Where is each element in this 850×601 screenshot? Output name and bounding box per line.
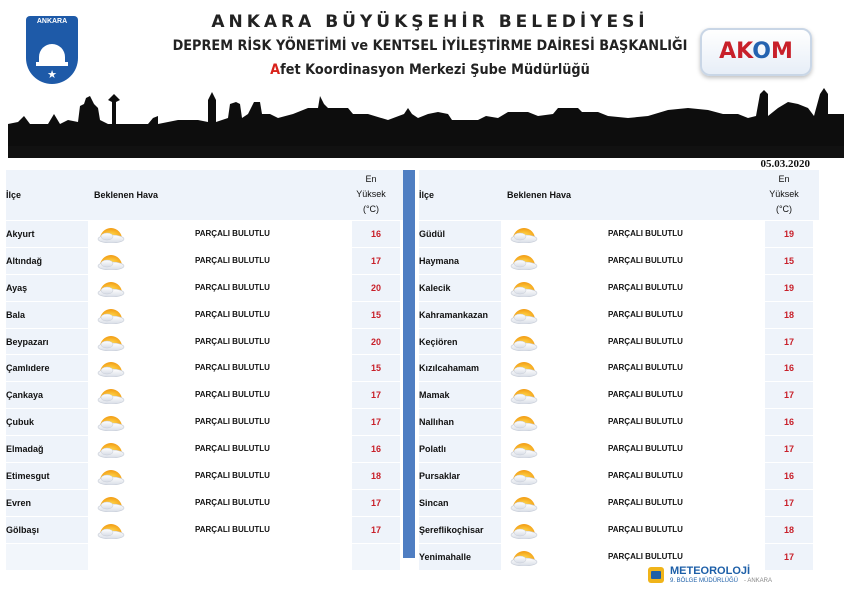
weather-cell [90, 409, 350, 435]
meteoroloji-logo [648, 565, 798, 595]
empty-cell [6, 544, 88, 570]
column-header-weather: Beklenen Hava [94, 190, 159, 200]
column-header-weather: Beklenen Hava [507, 190, 572, 200]
table-row [419, 382, 819, 409]
district-name: Bala [6, 302, 88, 328]
department-title: DEPREM RİSK YÖNETİMİ ve KENTSEL İYİLEŞTİRME DAİRESİ BAŞKANLIĞI [172, 38, 688, 54]
table-row [6, 302, 406, 329]
weather-cell [90, 490, 350, 516]
partly-cloudy-icon [96, 252, 126, 272]
max-temp: 17 [352, 490, 400, 516]
weather-description: PARÇALI BULUTLU [195, 336, 270, 346]
partly-cloudy-icon [96, 279, 126, 299]
report-date: 05.03.2020 [760, 158, 810, 170]
mosque-dome-shape [39, 44, 65, 62]
partly-cloudy-icon [509, 494, 539, 514]
weather-cell [503, 463, 763, 489]
partly-cloudy-icon [96, 467, 126, 487]
meteo-city: - ANKARA [744, 578, 773, 584]
weather-cell [503, 248, 763, 274]
partly-cloudy-icon [96, 440, 126, 460]
max-temp: 16 [765, 409, 813, 435]
max-temp: 17 [765, 382, 813, 408]
partly-cloudy-icon [96, 386, 126, 406]
max-temp: 17 [352, 248, 400, 274]
table-row [6, 221, 406, 248]
partly-cloudy-icon [509, 279, 539, 299]
temp-header-line3: (°C) [775, 204, 793, 214]
temp-header-line2: Yüksek [356, 189, 386, 199]
akom-o: O [752, 39, 771, 64]
weather-description: PARÇALI BULUTLU [608, 390, 683, 400]
table-row [419, 490, 819, 517]
table-row [419, 463, 819, 490]
ankara-logo [26, 16, 78, 84]
table-row [6, 436, 406, 463]
table-row [419, 517, 819, 544]
table-header [6, 170, 406, 221]
district-name: Çubuk [6, 409, 88, 435]
district-name: Şereflikoçhisar [419, 517, 501, 543]
ankara-skyline-silhouette [8, 84, 844, 158]
weather-description: PARÇALI BULUTLU [195, 255, 270, 265]
table-row [419, 248, 819, 275]
weather-description: PARÇALI BULUTLU [608, 255, 683, 265]
weather-description: PARÇALI BULUTLU [195, 417, 270, 427]
weather-description: PARÇALI BULUTLU [608, 417, 683, 427]
column-header-temp [764, 172, 804, 217]
partly-cloudy-icon [509, 467, 539, 487]
partly-cloudy-icon [96, 225, 126, 245]
meteoroloji-badge-icon [648, 567, 664, 583]
weather-description: PARÇALI BULUTLU [608, 524, 683, 534]
unit-first-letter: A [270, 62, 281, 78]
table-row [6, 275, 406, 302]
weather-description: PARÇALI BULUTLU [195, 229, 270, 238]
partly-cloudy-icon [96, 359, 126, 379]
weather-description: PARÇALI BULUTLU [195, 497, 270, 507]
right-forecast-table [419, 170, 819, 571]
max-temp: 17 [352, 382, 400, 408]
max-temp: 17 [765, 490, 813, 516]
district-name: Beypazarı [6, 329, 88, 355]
unit-title-rest: fet Koordinasyon Merkezi Şube Müdürlüğü [280, 62, 590, 78]
partly-cloudy-icon [509, 359, 539, 379]
weather-cell [503, 355, 763, 381]
max-temp: 19 [765, 275, 813, 301]
left-table-body [6, 221, 406, 544]
partly-cloudy-icon [509, 225, 539, 245]
akom-m: M [770, 39, 793, 64]
district-name: Mamak [419, 382, 501, 408]
table-row [419, 409, 819, 436]
district-name: Yenimahalle [419, 544, 501, 570]
max-temp: 17 [352, 517, 400, 543]
table-row [6, 248, 406, 275]
weather-cell [90, 221, 350, 247]
temp-header-line2: Yüksek [769, 189, 799, 199]
weather-cell [90, 302, 350, 328]
partly-cloudy-icon [509, 521, 539, 541]
table-divider [403, 170, 415, 558]
column-header-district: İlçe [6, 190, 22, 200]
partly-cloudy-icon [509, 252, 539, 272]
weather-description: PARÇALI BULUTLU [608, 336, 683, 346]
max-temp: 19 [765, 221, 813, 247]
table-row [419, 355, 819, 382]
table-row [6, 329, 406, 356]
table-row-empty [6, 544, 406, 571]
weather-cell [90, 382, 350, 408]
district-name: Etimesgut [6, 463, 88, 489]
weather-description: PARÇALI BULUTLU [195, 309, 270, 319]
max-temp: 16 [765, 355, 813, 381]
max-temp: 15 [765, 248, 813, 274]
district-name: Güdül [419, 221, 501, 247]
weather-description: PARÇALI BULUTLU [608, 282, 683, 292]
weather-cell [90, 275, 350, 301]
partly-cloudy-icon [509, 306, 539, 326]
district-name: Polatlı [419, 436, 501, 462]
district-name: Gölbaşı [6, 517, 88, 543]
partly-cloudy-icon [509, 386, 539, 406]
max-temp: 18 [352, 463, 400, 489]
akom-ak: AK [719, 39, 753, 64]
max-temp: 17 [765, 329, 813, 355]
table-row [6, 382, 406, 409]
table-row [6, 517, 406, 544]
partly-cloudy-icon [509, 548, 539, 568]
district-name: Kızılcahamam [419, 355, 501, 381]
meteo-unit: 9. BÖLGE MÜDÜRLÜĞÜ [670, 578, 739, 584]
weather-description: PARÇALI BULUTLU [608, 444, 683, 454]
right-table-body [419, 221, 819, 571]
table-row [419, 302, 819, 329]
district-name: Altındağ [6, 248, 88, 274]
max-temp: 20 [352, 329, 400, 355]
max-temp: 17 [352, 409, 400, 435]
weather-cell [90, 248, 350, 274]
weather-cell [503, 275, 763, 301]
max-temp: 17 [765, 544, 813, 570]
max-temp: 15 [352, 302, 400, 328]
table-row [6, 490, 406, 517]
weather-cell [503, 409, 763, 435]
star-icon: ★ [47, 69, 57, 81]
weather-description: PARÇALI BULUTLU [608, 497, 683, 507]
table-row [6, 409, 406, 436]
weather-cell [503, 329, 763, 355]
weather-description: PARÇALI BULUTLU [608, 551, 683, 561]
empty-cell [90, 544, 350, 570]
table-row [419, 436, 819, 463]
weather-cell [90, 436, 350, 462]
max-temp: 18 [765, 302, 813, 328]
weather-description: PARÇALI BULUTLU [195, 524, 270, 534]
district-name: Kalecik [419, 275, 501, 301]
table-header [419, 170, 819, 221]
weather-cell [503, 517, 763, 543]
district-name: Ayaş [6, 275, 88, 301]
district-name: Elmadağ [6, 436, 88, 462]
max-temp: 18 [765, 517, 813, 543]
weather-cell [90, 329, 350, 355]
partly-cloudy-icon [96, 521, 126, 541]
left-forecast-table [6, 170, 406, 571]
weather-cell [503, 490, 763, 516]
table-row [6, 355, 406, 382]
max-temp: 15 [352, 355, 400, 381]
district-name: Haymana [419, 248, 501, 274]
partly-cloudy-icon [509, 440, 539, 460]
weather-cell [503, 221, 763, 247]
weather-cell [503, 436, 763, 462]
column-header-temp [351, 172, 391, 217]
max-temp: 16 [352, 221, 400, 247]
temp-header-line1: En [365, 174, 377, 184]
partly-cloudy-icon [96, 494, 126, 514]
weather-description: PARÇALI BULUTLU [608, 229, 683, 238]
table-row [419, 329, 819, 356]
weather-description: PARÇALI BULUTLU [195, 444, 270, 454]
unit-title [172, 62, 687, 78]
logo-base-shape [36, 62, 68, 66]
max-temp: 16 [352, 436, 400, 462]
logo-label: ANKARA [36, 18, 68, 25]
table-row [419, 221, 819, 248]
district-name: Evren [6, 490, 88, 516]
max-temp: 17 [765, 436, 813, 462]
page-title: ANKARA BÜYÜKŞEHİR BELEDİYESİ [211, 12, 649, 32]
weather-cell [503, 302, 763, 328]
district-name: Keçiören [419, 329, 501, 355]
table-row [6, 463, 406, 490]
column-header-district: İlçe [419, 190, 435, 200]
temp-header-line3: (°C) [362, 204, 380, 214]
weather-cell [90, 517, 350, 543]
table-row [419, 275, 819, 302]
district-name: Nallıhan [419, 409, 501, 435]
district-name: Pursaklar [419, 463, 501, 489]
weather-description: PARÇALI BULUTLU [608, 309, 683, 319]
district-name: Kahramankazan [419, 302, 501, 328]
weather-description: PARÇALI BULUTLU [608, 471, 683, 481]
weather-description: PARÇALI BULUTLU [195, 471, 270, 481]
district-name: Sincan [419, 490, 501, 516]
weather-description: PARÇALI BULUTLU [608, 363, 683, 373]
max-temp: 20 [352, 275, 400, 301]
empty-cell [352, 544, 400, 570]
max-temp: 16 [765, 463, 813, 489]
partly-cloudy-icon [96, 413, 126, 433]
partly-cloudy-icon [96, 306, 126, 326]
district-name: Akyurt [6, 221, 88, 247]
weather-cell [90, 355, 350, 381]
weather-cell [90, 463, 350, 489]
weather-description: PARÇALI BULUTLU [195, 363, 270, 373]
partly-cloudy-icon [509, 333, 539, 353]
partly-cloudy-icon [509, 413, 539, 433]
meteo-name: METEOROLOJİ [670, 565, 751, 577]
district-name: Çankaya [6, 382, 88, 408]
district-name: Çamlıdere [6, 355, 88, 381]
akom-logo [700, 28, 812, 76]
temp-header-line1: En [778, 174, 790, 184]
weather-cell [503, 382, 763, 408]
partly-cloudy-icon [96, 333, 126, 353]
weather-description: PARÇALI BULUTLU [195, 390, 270, 400]
weather-description: PARÇALI BULUTLU [195, 282, 270, 292]
